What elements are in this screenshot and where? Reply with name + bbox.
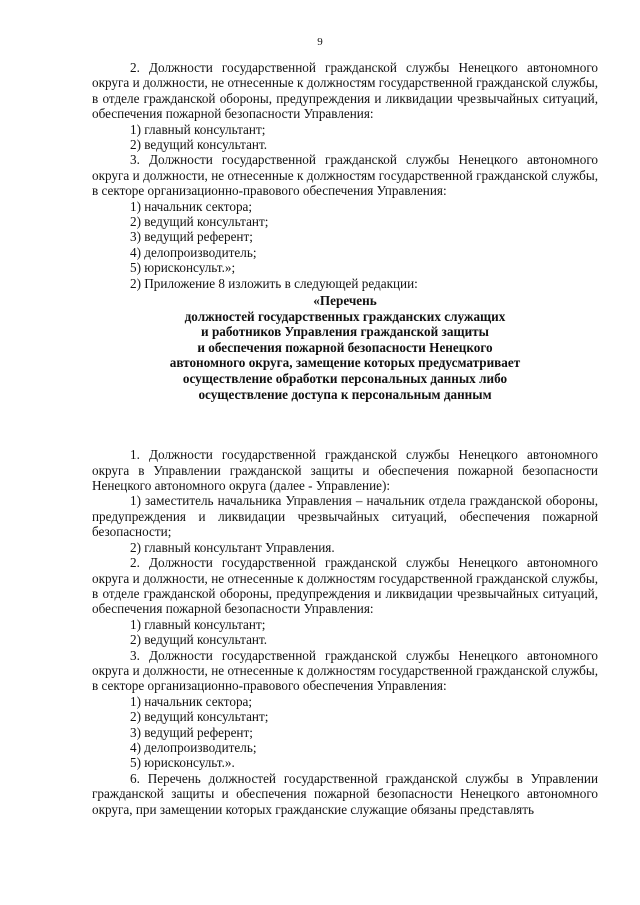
document-body xyxy=(92,60,598,817)
paragraph: 1. Должности государственной гражданской службы Ненецкого автономного округа в Управлении гражданской защиты и обеспечения пожарной безопасности Ненецкого автономного округа (далее - Управление): xyxy=(92,447,598,494)
title-line: осуществление доступа к персональным данным xyxy=(198,386,492,402)
list-item: 1) главный консультант; xyxy=(130,616,266,632)
section-before-title xyxy=(92,60,598,291)
list-item: 2) ведущий консультант. xyxy=(130,137,268,153)
paragraph: 2. Должности государственной гражданской службы Ненецкого автономного округа и должности, не отнесенные к должностям государственной гражданской службы, в отделе гражданской обороны, предупреждения и ликвидации чрезвычайных ситуаций, обеспечения пожарной безопасности Управления: xyxy=(92,555,598,617)
list-item: 2) главный консультант Управления. xyxy=(130,539,335,555)
title-line: должностей государственных гражданских служащих xyxy=(184,308,506,324)
list-item: 2) ведущий консультант; xyxy=(130,214,269,230)
list-item: 1) начальник сектора; xyxy=(130,693,253,709)
title-line: «Перечень xyxy=(313,293,377,309)
paragraph: 1) заместитель начальника Управления – начальник отдела гражданской обороны, предупреждения и ликвидации чрезвычайных ситуаций, обеспечения пожарной безопасности; xyxy=(92,493,598,540)
list-item: 4) делопроизводитель; xyxy=(130,739,257,755)
section-after-title xyxy=(92,447,598,817)
title-line: осуществление обработки персональных данных либо xyxy=(182,371,508,387)
list-item: 2) ведущий консультант; xyxy=(130,709,269,725)
page-number: 9 xyxy=(317,36,323,48)
list-item: 1) начальник сектора; xyxy=(130,198,253,214)
paragraph: 3. Должности государственной гражданской службы Ненецкого автономного округа и должности, не отнесенные к должностям государственной гражданской службы, в секторе организационно-правового обеспечения Управления: xyxy=(92,152,598,199)
title-spacing xyxy=(92,402,598,447)
title-line: и работников Управления гражданской защиты xyxy=(201,324,489,340)
paragraph: 6. Перечень должностей государственной гражданской службы в Управлении гражданской защиты и обеспечения пожарной безопасности Ненецкого автономного округа, при замещении которых гражданские служащие обязаны представлять xyxy=(92,770,598,817)
appendix-title xyxy=(92,293,598,402)
title-line: автономного округа, замещение которых предусматривает xyxy=(169,355,521,371)
list-item: 3) ведущий референт; xyxy=(130,229,253,245)
list-item: 2) ведущий консультант. xyxy=(130,632,268,648)
list-item: 5) юрисконсульт.»; xyxy=(130,260,236,276)
list-item: 1) главный консультант; xyxy=(130,121,266,137)
paragraph: 3. Должности государственной гражданской службы Ненецкого автономного округа и должности, не отнесенные к должностям государственной гражданской службы, в секторе организационно-правового обеспечения Управления: xyxy=(92,647,598,694)
list-item: 3) ведущий референт; xyxy=(130,724,253,740)
list-item: 4) делопроизводитель; xyxy=(130,244,257,260)
title-line: и обеспечения пожарной безопасности Ненецкого xyxy=(197,339,493,355)
list-item: 5) юрисконсульт.». xyxy=(130,755,235,771)
paragraph: 2. Должности государственной гражданской службы Ненецкого автономного округа и должности, не отнесенные к должностям государственной гражданской службы, в отделе гражданской обороны, предупреждения и ликвидации чрезвычайных ситуаций, обеспечения пожарной безопасности Управления: xyxy=(92,60,598,122)
list-item: 2) Приложение 8 изложить в следующей редакции: xyxy=(130,275,418,291)
